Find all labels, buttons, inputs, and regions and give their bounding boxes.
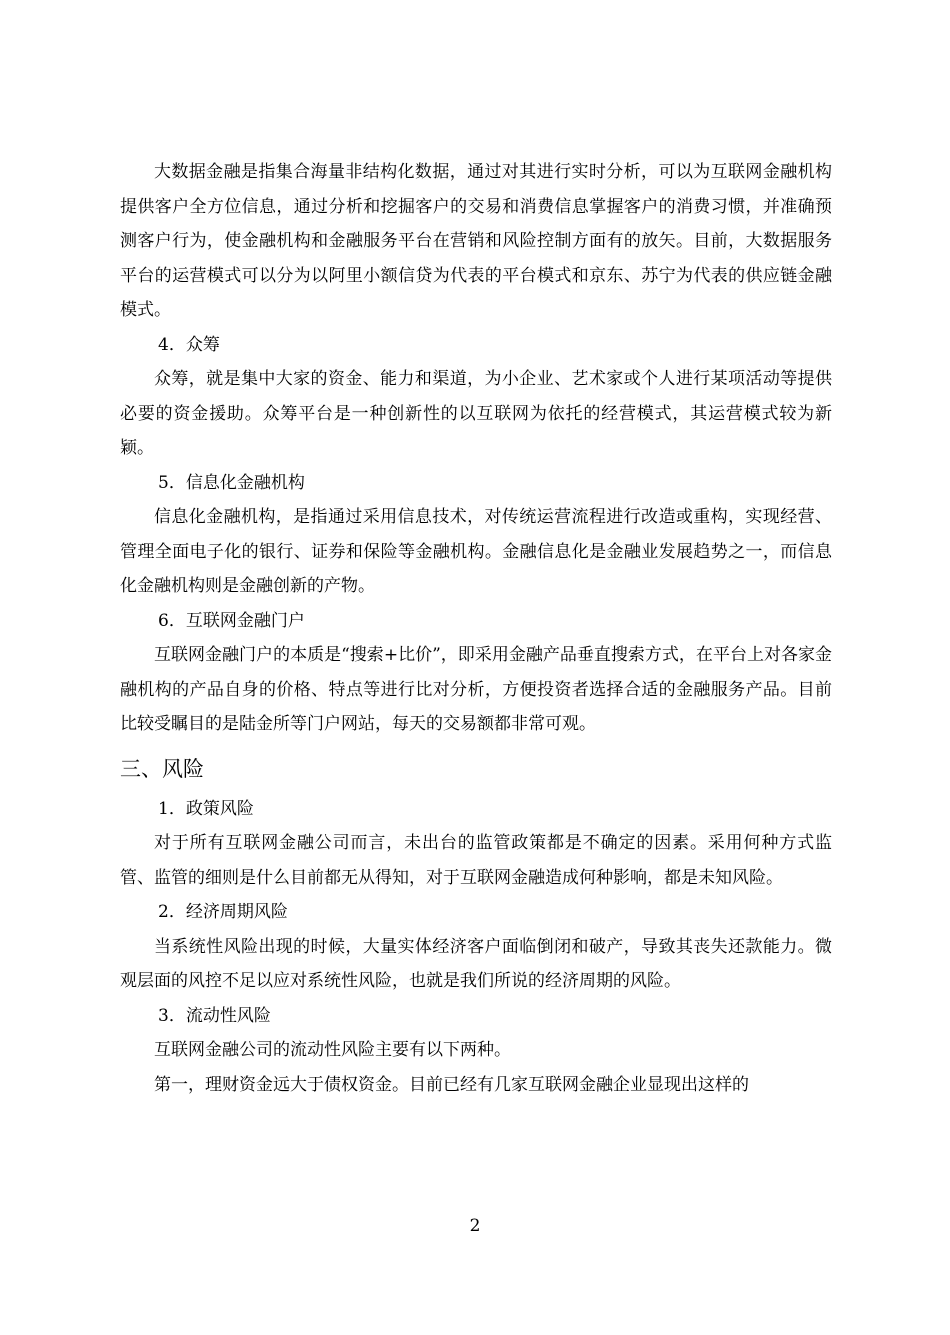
section-heading-risks: 三、风险 (120, 756, 204, 781)
heading-economic-cycle-risk: 2．经济周期风险 (158, 902, 288, 922)
document-body (120, 155, 832, 1102)
paragraph-big-data-finance: 大数据金融是指集合海量非结构化数据，通过对其进行实时分析，可以为互联网金融机构提供客户全方位信息，通过分析和挖掘客户的交易和消费信息掌握客户的消费习惯，并准确预测客户行为，使金融机构和金融服务平台在营销和风险控制方面有的放矢。目前，大数据服务平台的运营模式可以分为以阿里小额信贷为代表的平台模式和京东、苏宁为代表的供应链金融模式。 (120, 162, 832, 320)
heading-finance-portal: 6．互联网金融门户 (158, 610, 305, 631)
paragraph-liquidity-risk-first: 第一，理财资金远大于债权资金。目前已经有几家互联网金融企业显现出这样的 (154, 1074, 749, 1095)
paragraph-informatized-institutions: 信息化金融机构，是指通过采用信息技术，对传统运营流程进行改造或重构，实现经营、管理全面电子化的银行、证券和保险等金融机构。金融信息化是金融业发展趋势之一，而信息化金融机构则是金融创新的产物。 (120, 507, 832, 596)
paragraph-finance-portal: 互联网金融门户的本质是“搜索+比价”，即采用金融产品垂直搜索方式，在平台上对各家金融机构的产品自身的价格、特点等进行比对分析，方便投资者选择合适的金融服务产品。目前比较受瞩目的是陆金所等门户网站，每天的交易额都非常可观。 (120, 645, 832, 734)
paragraph-liquidity-risk-intro: 互联网金融公司的流动性风险主要有以下两种。 (154, 1040, 511, 1060)
heading-liquidity-risk: 3．流动性风险 (158, 1005, 271, 1026)
page-number: 2 (469, 1216, 481, 1236)
heading-policy-risk: 1．政策风险 (158, 798, 254, 819)
paragraph-crowdfunding: 众筹，就是集中大家的资金、能力和渠道，为小企业、艺术家或个人进行某项活动等提供必要的资金援助。众筹平台是一种创新性的以互联网为依托的经营模式，其运营模式较为新颖。 (120, 369, 832, 458)
heading-informatized-institutions: 5．信息化金融机构 (158, 472, 305, 493)
paragraph-policy-risk: 对于所有互联网金融公司而言，未出台的监管政策都是不确定的因素。采用何种方式监管、监管的细则是什么目前都无从得知，对于互联网金融造成何种影响，都是未知风险。 (120, 833, 832, 888)
heading-crowdfunding: 4．众筹 (158, 334, 220, 355)
paragraph-economic-cycle-risk: 当系统性风险出现的时候，大量实体经济客户面临倒闭和破产，导致其丧失还款能力。微观层面的风控不足以应对系统性风险，也就是我们所说的经济周期的风险。 (120, 936, 832, 991)
